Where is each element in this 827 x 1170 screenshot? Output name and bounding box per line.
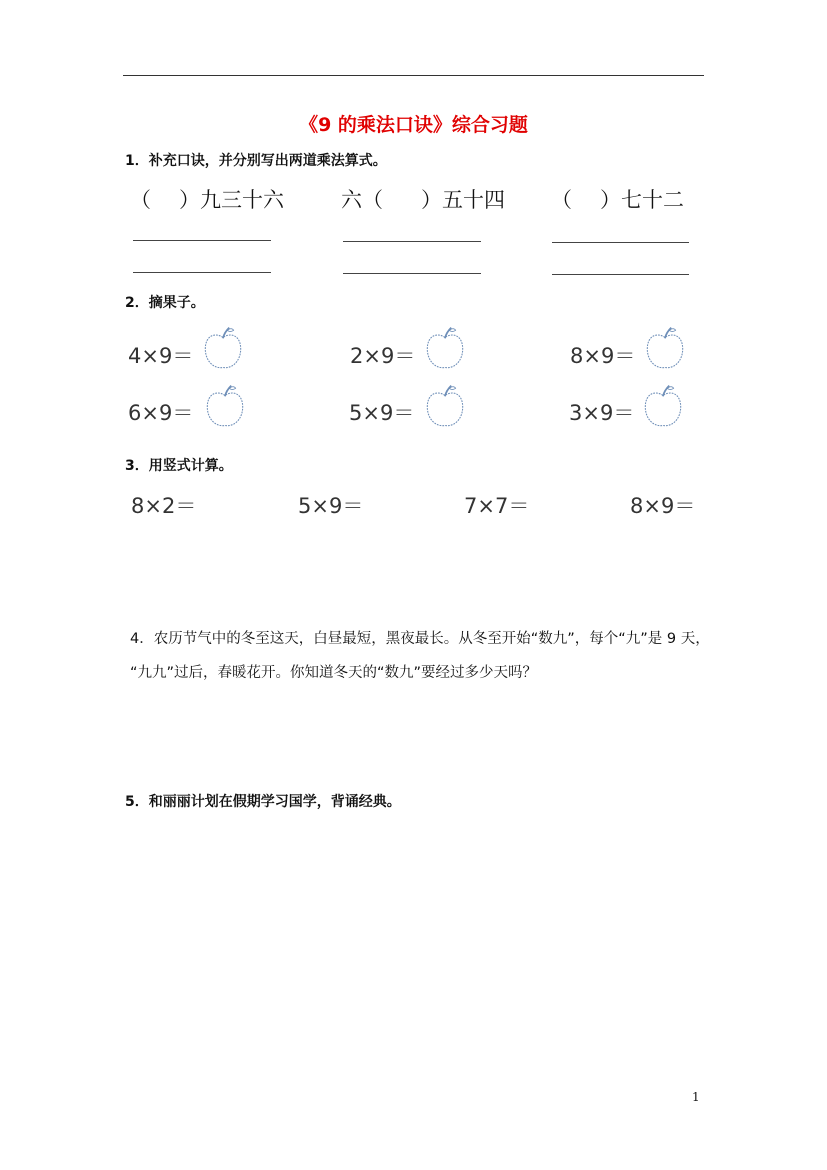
rhyme-item-2: [341, 184, 505, 214]
rhyme-item-2-open: 六（: [341, 188, 383, 212]
vertical-calc-3: 7×7＝: [464, 494, 530, 518]
question-1-heading: 1．补充口诀，并分别写出两道乘法算式。: [125, 153, 387, 169]
question-3-heading: 3．用竖式计算。: [125, 458, 233, 474]
apple-icon[interactable]: [642, 325, 688, 371]
rhyme-item-1-open: （: [130, 188, 151, 212]
rhyme-item-1: [130, 184, 284, 214]
answer-line-3b[interactable]: [552, 274, 689, 275]
apple-equation-1: 4×9＝: [128, 344, 194, 368]
answer-line-3a[interactable]: [552, 242, 689, 243]
apple-equation-6: 3×9＝: [569, 401, 635, 425]
rhyme-item-3-open: （: [551, 188, 572, 212]
apple-icon[interactable]: [200, 325, 246, 371]
apple-equation-4: 6×9＝: [128, 401, 194, 425]
apple-equation-5: 5×9＝: [349, 401, 415, 425]
vertical-calc-1: 8×2＝: [131, 494, 197, 518]
answer-line-1b[interactable]: [133, 272, 271, 273]
question-4-text: [130, 622, 720, 690]
vertical-calc-2: 5×9＝: [298, 494, 364, 518]
vertical-calc-4: 8×9＝: [630, 494, 696, 518]
page-title: 《9 的乘法口诀》综合习题: [299, 114, 528, 136]
apple-equation-3: 8×9＝: [570, 344, 636, 368]
page-number: 1: [692, 1090, 700, 1104]
rhyme-item-1-text: ）九三十六: [179, 188, 284, 212]
apple-icon[interactable]: [202, 383, 248, 429]
question-4-line-1: 4．农历节气中的冬至这天，白昼最短，黑夜最长。从冬至开始“数九”，每个“九”是 9 天，: [130, 631, 710, 647]
apple-icon[interactable]: [422, 383, 468, 429]
apple-icon[interactable]: [640, 383, 686, 429]
question-4-line-2: “九九”过后，春暖花开。你知道冬天的“数九”要经过多少天吗？: [130, 665, 538, 681]
rhyme-item-2-text: ）五十四: [421, 188, 505, 212]
answer-line-1a[interactable]: [133, 240, 271, 241]
question-2-heading: 2．摘果子。: [125, 295, 205, 311]
rhyme-item-3-text: ）七十二: [600, 188, 684, 212]
header-rule: [123, 75, 704, 76]
rhyme-item-3: [551, 184, 684, 214]
apple-icon[interactable]: [422, 325, 468, 371]
answer-line-2a[interactable]: [343, 241, 481, 242]
question-5-heading: 5．和丽丽计划在假期学习国学，背诵经典。: [125, 794, 401, 810]
apple-equation-2: 2×9＝: [350, 344, 416, 368]
answer-line-2b[interactable]: [343, 273, 481, 274]
